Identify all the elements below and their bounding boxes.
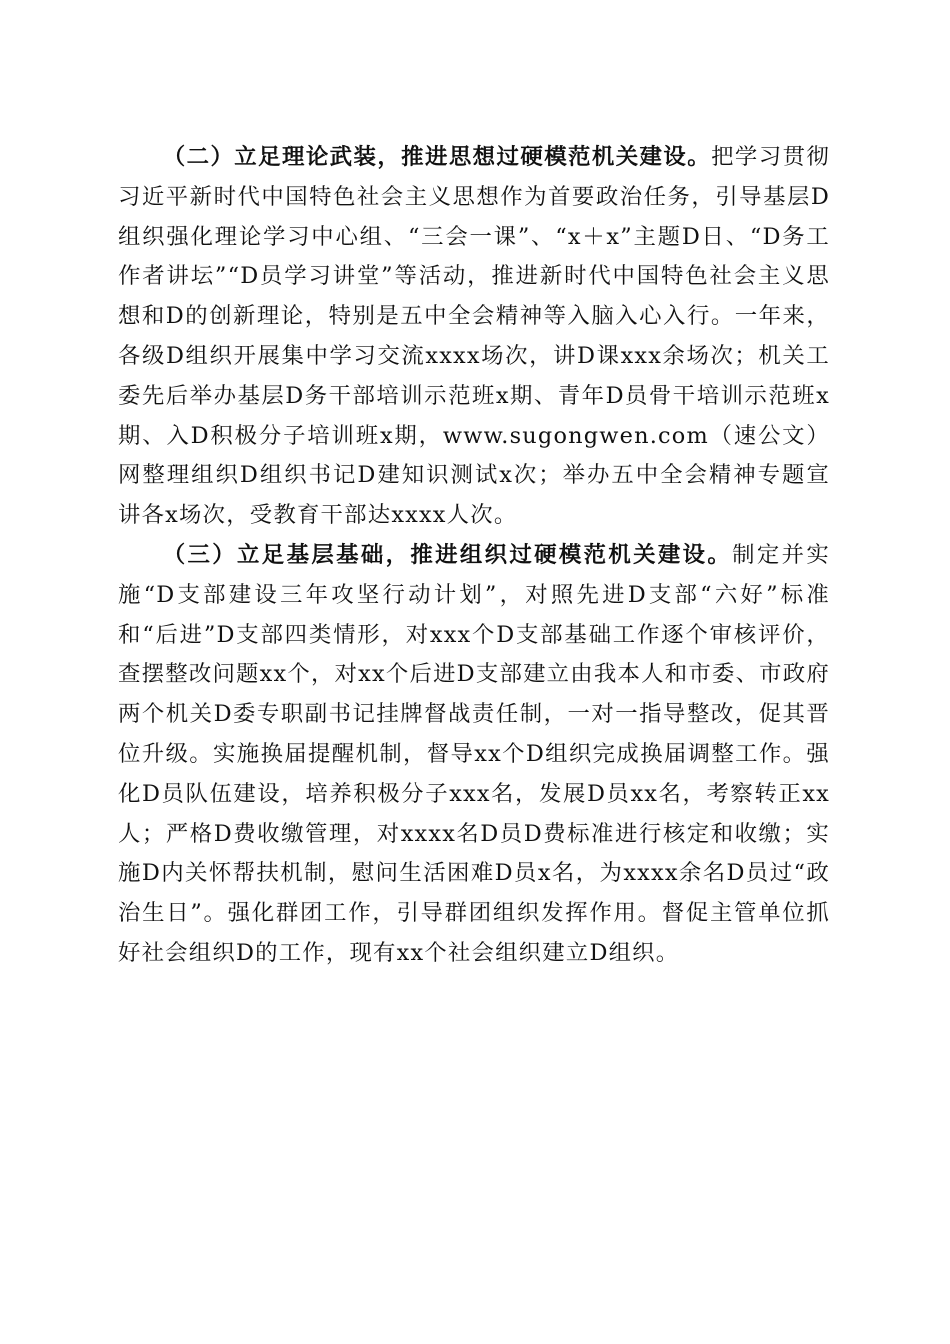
paragraph-text: 制定并实施“D支部建设三年攻坚行动计划”，对照先进D支部“六好”标准和“后进”D支部四类情形，对xxx个D支部基础工作逐个审核评价，查摆整改问题xx个，对xx个后进D支部建立由我本人和市委、市政府两个机关D委专职副书记挂牌督战责任制，一对一指导整改，促其晋位升级。实施换届提醒机制，督导xx个D组织完成换届调整工作。强化D员队伍建设，培养积极分子xxx名，发展D员xx名，考察转正xx人；严格D费收缴管理，对xxxx名D员D费标准进行核定和收缴；实施D内关怀帮扶机制，慰问生活困难D员x名，为xxxx余名D员过“政治生日”。强化群团工作，引导群团组织发挥作用。督促主管单位抓好社会组织D的工作，现有xx个社会组织建立D组织。 (118, 541, 830, 966)
paragraph-theory-armament (118, 138, 830, 536)
document-body (118, 138, 830, 974)
paragraph-grassroots-foundation (118, 536, 830, 974)
paragraph-text: 把学习贯彻习近平新时代中国特色社会主义思想作为首要政治任务，引导基层D组织强化理论学习中心组、“三会一课”、“x＋x”主题D日、“D务工作者讲坛”“D员学习讲堂”等活动，推进新时代中国特色社会主义思想和D的创新理论，特别是五中全会精神等入脑入心入行。一年来，各级D组织开展集中学习交流xxxx场次，讲D课xxx余场次；机关工委先后举办基层D务干部培训示范班x期、青年D员骨干培训示范班x期、入D积极分子培训班x期，www.sugongwen.com（速公文）网整理组织D组织书记D建知识测试x次；举办五中全会精神专题宣讲各x场次，受教育干部达xxxx人次。 (118, 144, 831, 529)
paragraph-heading: （三）立足基层基础，推进组织过硬模范机关建设。 (162, 541, 733, 568)
paragraph-heading: （二）立足理论武装，推进思想过硬模范机关建设。 (162, 144, 712, 170)
